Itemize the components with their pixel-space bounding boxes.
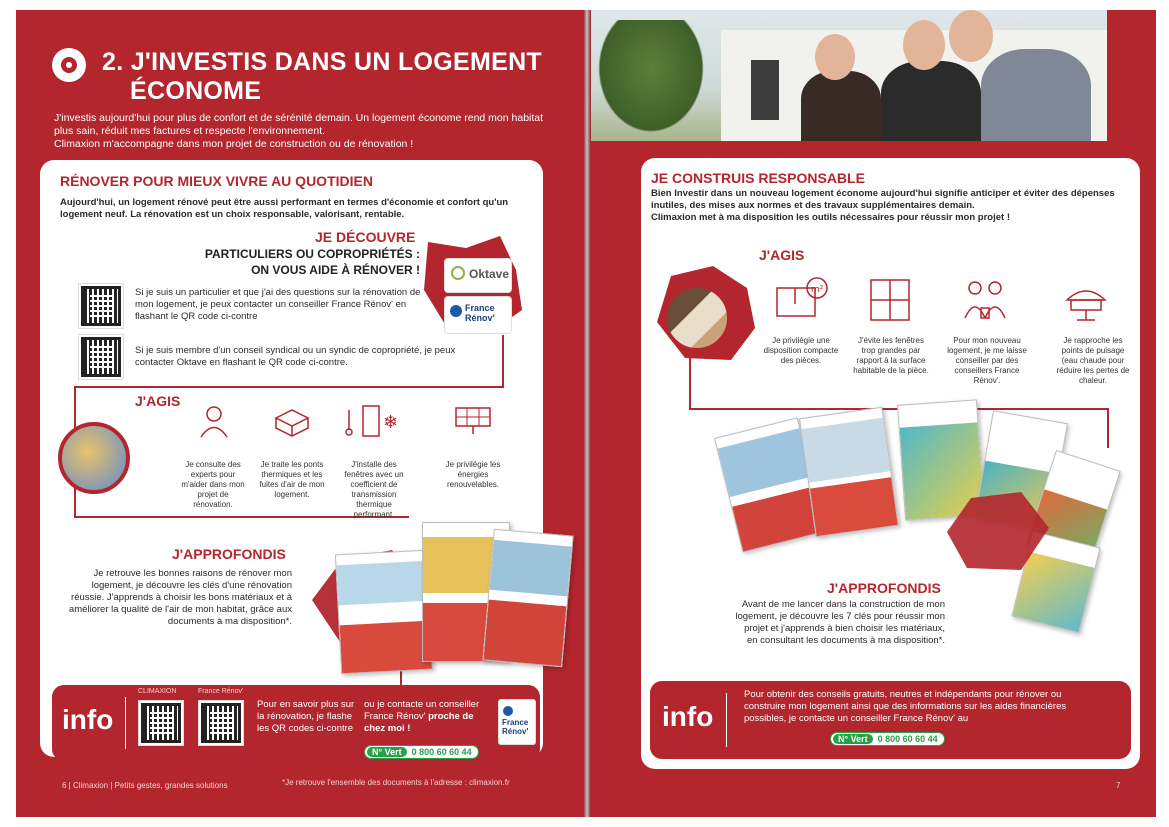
france-renov-icon bbox=[503, 706, 513, 716]
info-text-advice: Pour obtenir des conseils gratuits, neutres et indépendants pour rénover ou construire mon logement ainsi que des informations sur les aides financières possibles, je contacte un conseiller France Rénov' au bbox=[744, 689, 1067, 724]
agis-heading-right: J'AGIS bbox=[759, 247, 805, 263]
agis-label-renewables: Je privilégie les énergies renouvelables. bbox=[445, 460, 501, 489]
approfondis-text: Je retrouve les bonnes raisons de rénover mon logement, je découvre les clés d'une rénovation réussie. J'apprends à choisir les bons matériaux et à améliorer la qualité de l'air de mon habitat, grâce aux documents à ma disposition*. bbox=[68, 568, 292, 627]
family-house-photo bbox=[591, 10, 1107, 141]
info-bar-right bbox=[650, 681, 1131, 759]
construction-intro-2: Climaxion met à ma disposition les outils nécessaires pour réussir mon projet ! bbox=[651, 212, 1010, 223]
construction-heading: JE CONSTRUIS RESPONSABLE bbox=[651, 170, 865, 186]
france-renov-icon bbox=[450, 305, 462, 317]
info-divider bbox=[726, 693, 727, 747]
agis-label-water: Je rapproche les points de puisage (eau chaude pour réduire les pertes de chaleur. bbox=[1056, 336, 1130, 385]
agis-label-consult: Je consulte des experts pour m'aider dans mon projet de rénovation. bbox=[181, 460, 245, 509]
info-qr2-label: France Rénov' bbox=[198, 688, 244, 695]
solar-panel-icon bbox=[454, 406, 492, 436]
qr1-text: Si je suis un particulier et que j'ai des questions sur la rénovation de mon logement, je peux contacter un conseiller France Rénov' en flashant le QR code ci-contre bbox=[135, 287, 421, 322]
oktave-icon bbox=[451, 266, 465, 280]
info-qr1-label: CLIMAXION bbox=[138, 688, 177, 695]
agis-label-compact: Je privilégie une disposition compacte des pièces. bbox=[763, 336, 839, 365]
qr-code-france-renov-info[interactable] bbox=[198, 700, 244, 746]
numero-vert-number: 0 800 60 60 44 bbox=[877, 734, 938, 744]
qr2-text: Si je suis membre d'un conseil syndical ou un syndic de copropriété, je peux contacter Oktave en flashant le QR code ci-contre. bbox=[135, 345, 456, 368]
renovation-card bbox=[40, 160, 543, 757]
numero-vert-label: N° Vert bbox=[833, 734, 873, 744]
agis-label-windows-size: J'évite les fenêtres trop grandes par rapport à la surface habitable de la pièce. bbox=[853, 336, 929, 375]
footnote: *Je retrouve l'ensemble des documents à l'adresse : climaxion.fr bbox=[282, 778, 510, 787]
page-number-right: 7 bbox=[1116, 781, 1121, 790]
renovation-heading: RÉNOVER POUR MIEUX VIVRE AU QUOTIDIEN bbox=[60, 173, 373, 189]
intro-climaxion: Climaxion m'accompagne dans mon projet de construction ou de rénovation ! bbox=[54, 138, 414, 150]
discover-heading: JE DÉCOUVRE bbox=[315, 229, 416, 245]
section-logo-icon bbox=[52, 48, 86, 82]
discover-sub-2: ON VOUS AIDE À RÉNOVER ! bbox=[251, 263, 420, 277]
qr-code-climaxion[interactable] bbox=[138, 700, 184, 746]
brochure-thumbnail bbox=[482, 529, 573, 667]
footer-left: 6 | Climaxion | Petits gestes, grandes solutions bbox=[62, 781, 228, 790]
agis-label-windows: J'installe des fenêtres avec un coefficient de transmission thermique performant. bbox=[344, 460, 404, 519]
construction-card bbox=[641, 158, 1140, 769]
connector-line bbox=[689, 358, 691, 410]
page-gutter bbox=[583, 10, 591, 817]
numero-vert-label: N° Vert bbox=[367, 747, 407, 757]
info-bar-left bbox=[52, 685, 540, 761]
svg-text:❄: ❄ bbox=[383, 412, 399, 433]
page-title bbox=[102, 48, 542, 106]
floor-plan-icon bbox=[775, 276, 829, 318]
roof-photo bbox=[663, 284, 731, 352]
insulation-photo bbox=[58, 422, 130, 494]
approfondis-heading-right: J'APPROFONDIS bbox=[827, 580, 941, 596]
connector-line bbox=[74, 386, 504, 388]
numero-vert-number: 0 800 60 60 44 bbox=[411, 747, 472, 757]
france-renov-logo bbox=[444, 296, 512, 334]
info-label: info bbox=[62, 704, 114, 735]
water-heater-icon bbox=[1063, 278, 1109, 322]
renovation-intro: Aujourd'hui, un logement rénové peut être aussi performant en termes d'économie et confort qu'un logement neuf. La rénovation est un choix responsable, valorisant, rentable. bbox=[60, 197, 509, 220]
approfondis-heading: J'APPROFONDIS bbox=[172, 546, 286, 562]
info-text-qr: Pour en savoir plus sur la rénovation, je flashe les QR codes ci-contre bbox=[257, 699, 355, 734]
france-renov-label: France Rénov' bbox=[502, 718, 529, 736]
svg-text:m²: m² bbox=[811, 285, 824, 295]
construction-intro: Bien Investir dans un nouveau logement économe aujourd'hui signifie anticiper et éviter des dépenses inutiles, des mises aux normes et des travaux supplémentaires demain. bbox=[651, 188, 1115, 211]
france-renov-label: France Rénov' bbox=[465, 303, 495, 323]
title-line-1: 2. J'INVESTIS DANS UN LOGEMENT bbox=[102, 48, 543, 76]
info-text-contact: ou je contacte un conseiller France Rénov' bbox=[364, 699, 480, 722]
window-ventilation-icon bbox=[345, 404, 401, 438]
consultant-icon bbox=[198, 404, 230, 438]
agis-heading: J'AGIS bbox=[135, 393, 181, 409]
agis-label-advisor: Pour mon nouveau logement, je me laisse conseiller par des conseillers France Rénov'. bbox=[947, 336, 1027, 385]
window-icon bbox=[867, 278, 913, 322]
intro-paragraph: J'investis aujourd'hui pour plus de confort et de sérénité demain. Un logement économe rend mon habitat plus sain, réduit mes factures et respecte l'environnement. bbox=[54, 112, 544, 137]
brochure-thumbnail bbox=[799, 407, 899, 538]
oktave-label: Oktave bbox=[469, 267, 510, 281]
numero-vert-badge[interactable] bbox=[364, 745, 479, 759]
france-renov-logo-info bbox=[498, 699, 536, 745]
qr-code-oktave[interactable] bbox=[78, 334, 124, 380]
approfondis-text-right: Avant de me lancer dans la construction de mon logement, je découvre les 7 clés pour réussir mon projet et j'apprends à bien choisir les matériaux, en consultant les documents à ma disposition*. bbox=[735, 599, 945, 646]
oktave-logo bbox=[444, 258, 512, 293]
info-text-contact-bold: proche de chez moi ! bbox=[364, 711, 474, 734]
title-line-2: ÉCONOME bbox=[130, 77, 262, 105]
insulation-icon bbox=[272, 406, 312, 438]
discover-sub-1: PARTICULIERS OU COPROPRIÉTÉS : bbox=[204, 247, 420, 261]
numero-vert-badge[interactable] bbox=[830, 732, 945, 746]
star-decoration bbox=[941, 488, 1061, 578]
info-label: info bbox=[662, 701, 714, 732]
qr-code-france-renov[interactable] bbox=[78, 283, 124, 329]
connector-line bbox=[502, 335, 504, 387]
intro-text bbox=[54, 112, 544, 151]
advisor-icon bbox=[961, 278, 1009, 322]
info-divider bbox=[125, 697, 126, 749]
connector-line bbox=[1107, 408, 1109, 448]
brochure-thumbnail bbox=[335, 550, 433, 675]
agis-label-thermal: Je traite les ponts thermiques et les fuites d'air de mon logement. bbox=[259, 460, 325, 499]
